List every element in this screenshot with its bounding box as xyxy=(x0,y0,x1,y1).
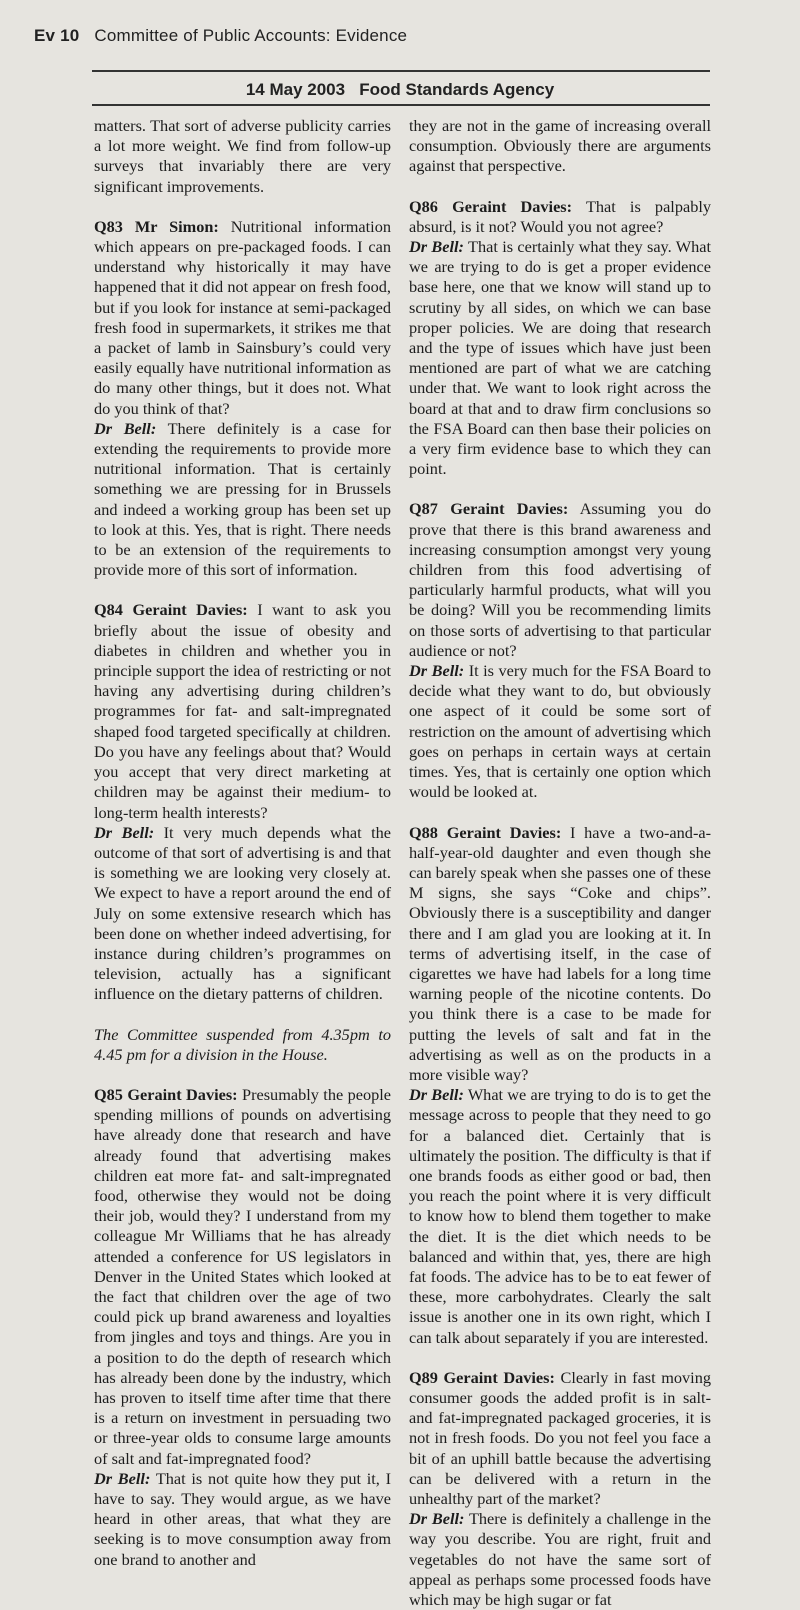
question-number: Q87 xyxy=(409,499,438,519)
question-number: Q84 xyxy=(94,600,123,620)
bottom-rule xyxy=(92,104,710,106)
answer-text: It very much depends what the outcome of that sort of advertising is and that is something we are looking very closely at. We expect to have a report around the end of July on some extensive research which has been done on whether indeed advertising, for instance during children’s programmes on television, actually has a significant influence on the dietary patterns of children. xyxy=(94,822,392,1004)
questioner-name: Geraint Davies: xyxy=(443,1367,555,1387)
question-text: Clearly in fast moving consumer goods the added profit is in salt- and fat-impregnated packaged groceries, it is not in fresh foods. Do you not feel you face a bit of an uphill battle because the advertising can be delivered with a return in the unhealthy part of the market? xyxy=(409,1367,711,1508)
session-heading xyxy=(0,80,800,100)
question-number: Q86 xyxy=(409,196,438,216)
question-number: Q83 xyxy=(94,216,123,236)
paragraph-gap xyxy=(94,197,391,217)
answer-paragraph xyxy=(409,237,711,479)
paragraph-gap xyxy=(409,479,711,499)
questioner-name: Mr Simon: xyxy=(134,216,219,236)
answer-paragraph xyxy=(94,1469,391,1570)
questioner-name: Geraint Davies: xyxy=(446,822,562,842)
question-paragraph xyxy=(409,499,711,661)
organisation-name: Food Standards Agency xyxy=(359,80,555,99)
question-text: Assuming you do prove that there is this brand awareness and increasing consumption amongst very young children from this food advertising of particularly harmful products, what will you be doing? Will you be recommending limits on those sorts of advertising to that particular audience or not? xyxy=(409,499,712,660)
question-number: Q85 xyxy=(94,1084,123,1104)
paragraph-gap xyxy=(94,580,391,600)
continuation-paragraph xyxy=(409,116,711,177)
session-date: 14 May 2003 xyxy=(245,80,346,99)
answer-text: There is definitely a challenge in the way you describe. You are right, fruit and vegetables do not have the same sort of appeal as perhaps some processed foods have which may be high sugar or fat xyxy=(409,1509,712,1610)
witness-name: Dr Bell: xyxy=(409,661,465,681)
answer-paragraph xyxy=(409,1085,711,1348)
paragraph-gap xyxy=(409,177,711,197)
witness-name: Dr Bell: xyxy=(409,1085,464,1105)
answer-text: That is certainly what they say. What we are trying to do is get a proper evidence base here, one that we know will stand up to scrutiny by all sides, on which we can base proper policies. We are doing that research and the type of issues which have just been mentioned are part of what we are catching under that. We want to look right across the board at that and to draw firm conclusions so the FSA Board can then base their policies on a very firm evidence base to which they can point. xyxy=(409,237,712,479)
paragraph-text: matters. That sort of adverse publicity carries a lot more weight. We find from follow-up surveys that invariably there are very significant improvements. xyxy=(94,116,391,196)
answer-paragraph xyxy=(409,661,711,802)
question-paragraph xyxy=(94,217,391,419)
right-column xyxy=(409,116,711,1610)
questioner-name: Geraint Davies: xyxy=(450,499,569,519)
question-text: Nutritional information which appears on pre-packaged foods. I can understand why historically it may have happened that it did not appear on fresh food, but if you look for instance at semi-packaged fresh food in supermarkets, it strikes me that a packet of lamb in Sainsbury’s could very easily equally have nutritional information as do many other things, but it does not. What do you think of that? xyxy=(94,216,391,418)
questioner-name: Geraint Davies: xyxy=(132,600,248,620)
publication-title: Committee of Public Accounts: Evidence xyxy=(94,26,408,45)
witness-name: Dr Bell: xyxy=(94,822,155,842)
questioner-name: Geraint Davies: xyxy=(452,196,573,216)
procedural-note xyxy=(94,1025,391,1065)
answer-text: That is not quite how they put it, I have to say. They would argue, as we have heard in other areas, that what they are seeking is to move consumption away from one brand to another and xyxy=(94,1468,392,1569)
witness-name: Dr Bell: xyxy=(94,418,157,438)
question-text: I want to ask you briefly about the issue of obesity and diabetes in children and whether you in principle support the idea of restricting or not having any advertising during children’s programmes for fat- and salt-impregnated shaped food targeted specifically at children. Do you have any feelings about that? Would you accept that very direct marketing at children may be against their medium- to long-term health interests? xyxy=(94,600,392,822)
witness-name: Dr Bell: xyxy=(409,237,464,257)
paragraph-text: they are not in the game of increasing overall consumption. Obviously there are arguments against that perspective. xyxy=(409,116,711,176)
question-paragraph xyxy=(409,823,711,1086)
question-number: Q88 xyxy=(409,822,438,842)
witness-name: Dr Bell: xyxy=(409,1509,465,1529)
answer-paragraph xyxy=(94,823,391,1005)
running-header xyxy=(34,26,407,46)
paragraph-gap xyxy=(94,1005,391,1025)
questioner-name: Geraint Davies: xyxy=(127,1084,238,1104)
question-paragraph xyxy=(409,1368,711,1509)
answer-text: There definitely is a case for extending the requirements to provide more nutritional information. That is certainly something we are pressing for in Brussels and indeed a working group has been set up to look at this. Yes, that is right. There needs to be an extension of the requirements to provide more of this sort of information. xyxy=(94,418,391,580)
question-paragraph xyxy=(94,1085,391,1469)
question-number: Q89 xyxy=(409,1367,438,1387)
question-paragraph xyxy=(409,197,711,237)
question-text: That is palpably absurd, is it not? Would you not agree? xyxy=(409,196,711,236)
paragraph-gap xyxy=(409,1348,711,1368)
answer-text: It is very much for the FSA Board to decide what they want to do, but obviously one aspect of it could be some sort of restriction on the amount of advertising which goes on perhaps in certain ways at certain times. Yes, that is certainly one option which would be looked at. xyxy=(409,661,712,802)
question-text: Presumably the people spending millions of pounds on advertising have already done that research and have already found that advertising makes children eat more fat- and salt-impregnated food, otherwise they would not be doing their job, would they? I understand from my colleague Mr Williams that he has already attended a conference for US legislators in Denver in the United States which looked at the fact that children over the age of two could pick up brand awareness and loyalties from jingles and toys and things. Are you in a position to do the depth of research which has already been done by the industry, which has proven to itself time after time that there is a return on investment in persuading two or three-year olds to consume large amounts of salt and fat-impregnated food? xyxy=(94,1084,392,1468)
left-column xyxy=(94,116,391,1570)
answer-text: What we are trying to do is to get the message across to people that they need to go for a balanced diet. Certainly that is ultimately the position. The difficulty is that if one brands foods as either good or bad, then you reach the point where it is very difficult to know how to blend them together to make the diet. It is the diet which needs to be balanced and within that, yes, there are high fat foods. The advice has to be to eat fewer of these, more carbohydrates. Clearly the salt issue is another one in its own right, which I can talk about separately if you are interested. xyxy=(409,1085,712,1347)
continuation-paragraph xyxy=(94,116,391,197)
answer-paragraph xyxy=(409,1509,711,1610)
paragraph-gap xyxy=(409,803,711,823)
question-text: I have a two-and-a-half-year-old daughter and even though she can barely speak when she passes one of these M signs, she says “Coke and chips”. Obviously there is a susceptibility and danger there and I am glad you are looking at it. In terms of advertising itself, in the case of cigarettes we have had labels for a long time warning people of the nicotine contents. Do you think there is a case to be made for putting the levels of salt and fat in the advertising as well as on the products in a more visible way? xyxy=(409,822,712,1084)
paragraph-gap xyxy=(94,1065,391,1085)
answer-paragraph xyxy=(94,419,391,581)
question-paragraph xyxy=(94,600,391,822)
note-text: The Committee suspended from 4.35pm to 4.45 pm for a division in the House. xyxy=(94,1024,391,1064)
top-rule xyxy=(92,70,710,72)
page-number: Ev 10 xyxy=(34,26,80,45)
witness-name: Dr Bell: xyxy=(94,1468,151,1488)
